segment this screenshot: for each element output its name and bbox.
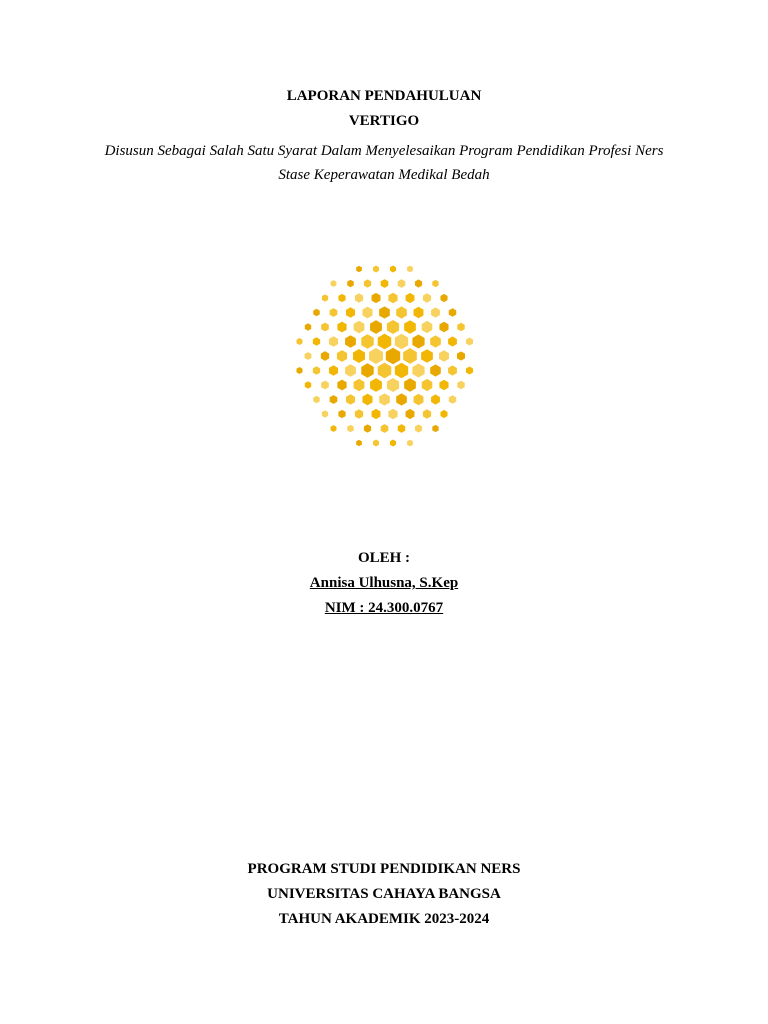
university-name: UNIVERSITAS CAHAYA BANGSA	[267, 886, 501, 902]
logo-hexagon	[353, 349, 365, 363]
logo-hexagon	[381, 279, 389, 288]
report-title: LAPORAN PENDAHULUAN	[286, 88, 482, 104]
logo-hexagon	[354, 379, 365, 391]
logo-hexagon	[337, 350, 347, 362]
logo-hexagon	[369, 348, 383, 364]
logo-hexagon	[431, 307, 440, 317]
by-label: OLEH :	[357, 550, 411, 566]
logo-hexagon	[322, 410, 328, 417]
hexagon-sphere-logo-icon	[284, 258, 484, 454]
logo-hexagon	[388, 293, 397, 304]
logo-hexagon	[406, 409, 415, 419]
logo-hexagon	[370, 320, 382, 334]
logo-hexagon	[347, 425, 354, 433]
logo-hexagon	[414, 394, 424, 405]
logo-hexagon	[421, 349, 433, 363]
report-topic: VERTIGO	[348, 113, 420, 129]
logo-hexagon	[412, 363, 424, 377]
logo-hexagon	[354, 321, 365, 333]
logo-hexagon	[387, 320, 399, 334]
logo-hexagon	[338, 294, 345, 302]
logo-hexagon	[423, 409, 431, 418]
logo-hexagon	[439, 350, 449, 361]
logo-hexagon	[370, 378, 382, 392]
logo-hexagon	[430, 335, 441, 347]
logo-hexagon	[439, 380, 448, 390]
subtitle-line-2: Stase Keperawatan Medikal Bedah	[278, 167, 490, 183]
logo-hexagon	[345, 335, 356, 348]
logo-hexagon	[373, 440, 379, 447]
logo-hexagon	[398, 424, 406, 433]
logo-hexagon	[329, 336, 338, 346]
logo-hexagon	[361, 334, 373, 348]
logo-hexagon	[448, 365, 457, 375]
academic-year: TAHUN AKADEMIK 2023-2024	[278, 911, 490, 927]
logo-hexagon	[378, 363, 392, 379]
logo-hexagon	[407, 266, 413, 273]
logo-hexagon	[388, 409, 397, 420]
logo-hexagon	[313, 337, 320, 345]
logo-hexagon	[321, 323, 329, 332]
logo-hexagon	[338, 410, 345, 418]
logo-hexagon	[329, 365, 338, 375]
logo-hexagon	[364, 279, 371, 287]
logo-hexagon	[321, 351, 329, 361]
logo-hexagon	[330, 308, 338, 317]
logo-hexagon	[331, 280, 337, 287]
logo-hexagon	[431, 394, 440, 404]
logo-hexagon	[387, 378, 399, 392]
logo-hexagon	[355, 293, 363, 303]
author-name: Annisa Ulhusna, S.Kep	[309, 575, 459, 591]
logo-hexagon	[337, 322, 346, 333]
logo-hexagon	[381, 424, 389, 433]
logo-hexagon	[362, 394, 372, 406]
logo-hexagon	[386, 348, 400, 365]
logo-hexagon	[337, 380, 346, 391]
logo-hexagon	[347, 280, 354, 288]
subtitle-line-1: Disusun Sebagai Salah Satu Syarat Dalam Menyelesaikan Program Pendidikan Profesi Ners	[104, 143, 664, 159]
logo-hexagon	[422, 379, 433, 391]
logo-hexagon	[439, 322, 448, 332]
logo-hexagon	[449, 395, 456, 404]
study-program: PROGRAM STUDI PENDIDIKAN NERS	[247, 861, 521, 877]
logo-hexagon	[406, 293, 415, 303]
logo-hexagon	[373, 266, 379, 273]
logo-hexagon	[422, 321, 433, 333]
logo-hexagon	[313, 396, 319, 403]
logo-hexagon	[356, 266, 362, 273]
logo-hexagon	[432, 425, 438, 432]
logo-hexagon	[305, 381, 311, 388]
logo-hexagon	[305, 323, 311, 330]
logo-hexagon	[404, 378, 416, 392]
logo-hexagon	[313, 309, 319, 316]
logo-hexagon	[432, 280, 438, 287]
logo-hexagon	[407, 440, 413, 447]
logo-hexagon	[457, 381, 464, 390]
logo-hexagon	[346, 307, 355, 317]
logo-hexagon	[448, 336, 457, 346]
logo-hexagon	[378, 334, 392, 350]
logo-hexagon	[313, 366, 320, 374]
logo-hexagon	[322, 294, 328, 301]
logo-hexagon	[346, 394, 355, 404]
logo-hexagon	[396, 306, 407, 318]
logo-hexagon	[404, 320, 416, 334]
logo-hexagon	[412, 334, 424, 348]
logo-hexagon	[395, 363, 408, 378]
logo-hexagon	[415, 279, 422, 287]
logo-hexagon	[296, 338, 302, 345]
logo-hexagon	[379, 393, 390, 405]
logo-hexagon	[415, 424, 422, 432]
logo-hexagon	[457, 351, 465, 360]
logo-hexagon	[305, 352, 312, 360]
logo-hexagon	[379, 306, 390, 318]
logo-hexagon	[414, 307, 424, 318]
logo-hexagon	[372, 293, 381, 303]
logo-hexagon	[390, 266, 396, 273]
logo-hexagon	[361, 363, 373, 377]
logo-hexagon	[398, 279, 406, 288]
logo-hexagon	[440, 294, 447, 302]
logo-hexagon	[331, 425, 337, 432]
logo-hexagon	[390, 440, 396, 447]
logo-hexagon	[330, 395, 338, 404]
logo-hexagon	[364, 424, 371, 432]
logo-hexagon	[345, 364, 356, 377]
logo-hexagon	[466, 366, 473, 374]
logo-hexagon	[430, 364, 441, 376]
logo-hexagon	[355, 409, 363, 419]
logo-hexagon	[403, 348, 417, 364]
logo-hexagon	[423, 293, 431, 302]
logo-hexagon	[457, 323, 464, 332]
logo-hexagon	[321, 381, 329, 390]
logo-hexagon	[296, 367, 302, 374]
student-id: NIM : 24.300.0767	[324, 600, 444, 616]
logo-hexagon	[396, 393, 407, 405]
logo-hexagon	[466, 337, 473, 345]
logo-hexagon	[372, 409, 381, 419]
logo-hexagon	[449, 308, 456, 317]
logo-hexagon	[356, 440, 362, 447]
logo-hexagon	[440, 410, 447, 418]
logo-hexagon	[362, 307, 372, 319]
logo-hexagon	[395, 334, 408, 349]
